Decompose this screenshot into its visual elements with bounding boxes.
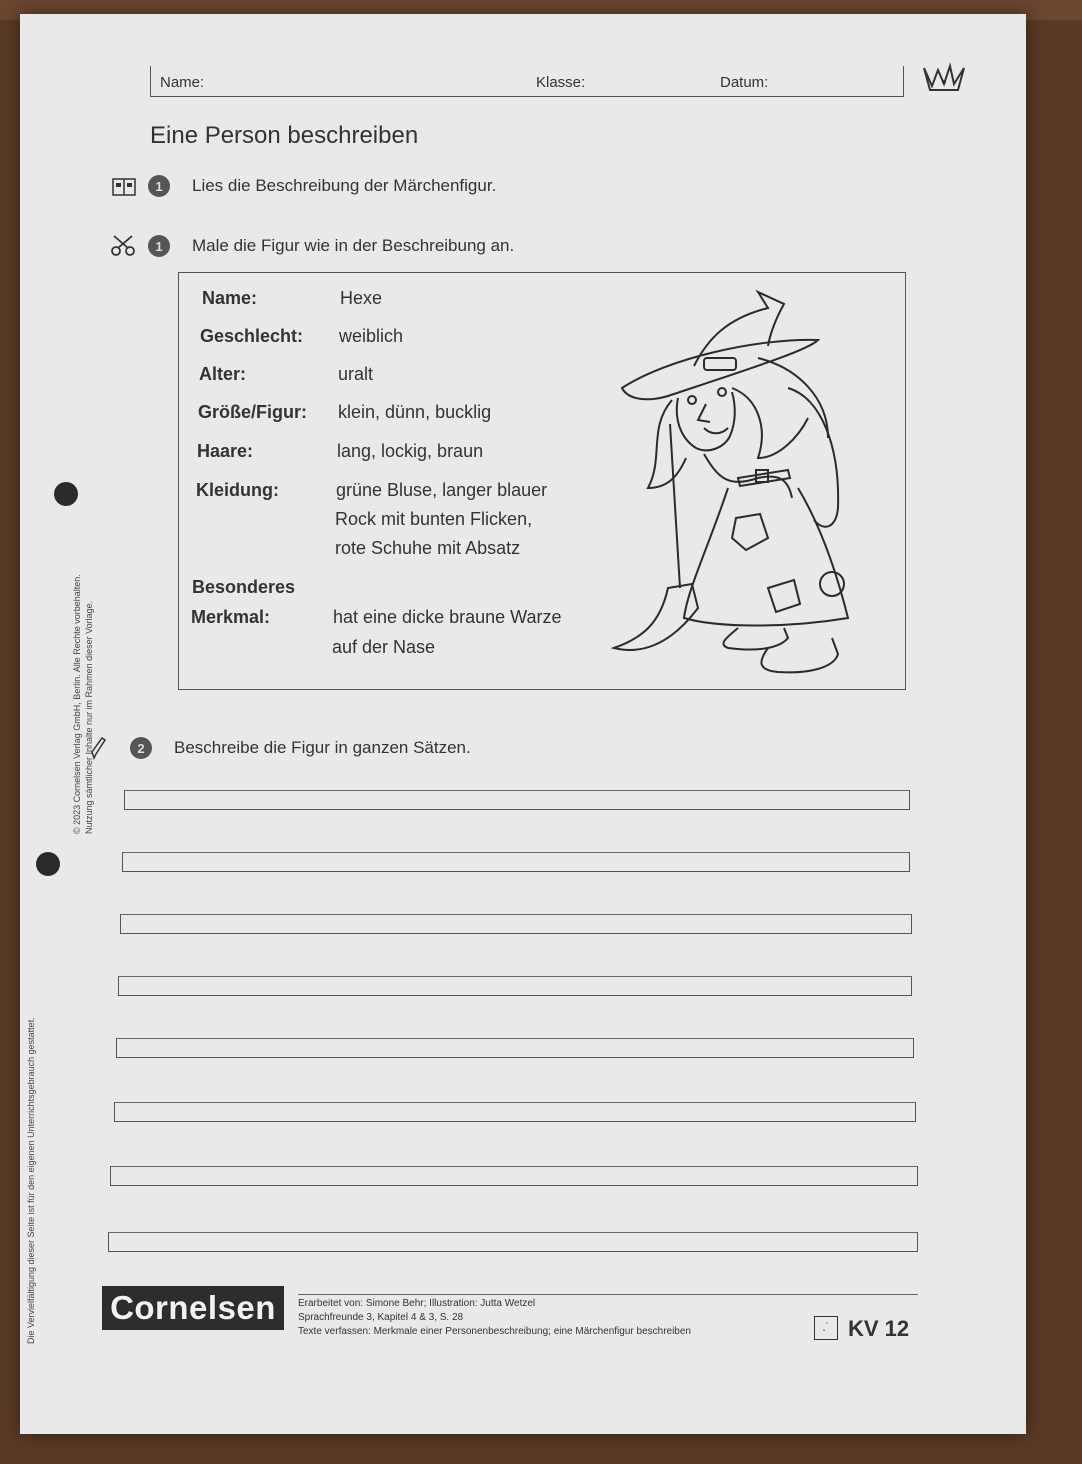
header-box bbox=[150, 66, 904, 97]
special-key-2: Merkmal: bbox=[191, 607, 271, 627]
size-value: klein, dünn, bucklig bbox=[338, 402, 492, 422]
special-value-2: auf der Nase bbox=[332, 637, 436, 657]
clothes-value-1: grüne Bluse, langer blauer bbox=[336, 480, 548, 500]
writing-line-1[interactable] bbox=[124, 790, 910, 810]
age-key: Alter: bbox=[199, 364, 247, 384]
size-key: Größe/Figur: bbox=[198, 402, 307, 422]
writing-line-3[interactable] bbox=[120, 914, 912, 934]
kv-number: KV 12 bbox=[848, 1316, 910, 1341]
clothes-value-3: rote Schuhe mit Absatz bbox=[335, 538, 521, 558]
writing-line-7[interactable] bbox=[110, 1166, 918, 1186]
side-copyright-2: © 2023 Cornelsen Verlag GmbH, Berlin. Alle Rechte vorbehalten. bbox=[72, 574, 82, 834]
cornelsen-logo: Cornelsen bbox=[102, 1286, 284, 1330]
witch-illustration bbox=[608, 288, 870, 678]
punch-hole-top bbox=[54, 482, 78, 506]
gender-value: weiblich bbox=[339, 326, 404, 346]
special-value-1: hat eine dicke braune Warze bbox=[333, 607, 562, 627]
writing-line-2[interactable] bbox=[122, 852, 910, 872]
writing-line-4[interactable] bbox=[118, 976, 912, 996]
side-copyright-3: Nutzung sämtlicher Inhalte nur im Rahmen dieser Vorlage. bbox=[84, 600, 94, 834]
task-number-1b: 1 bbox=[148, 235, 170, 257]
name-key: Name: bbox=[202, 288, 258, 308]
page-title: Eine Person beschreiben bbox=[150, 122, 419, 149]
footer-credit-2: Sprachfreunde 3, Kapitel 4 & 3, S. 28 bbox=[298, 1312, 464, 1323]
task-1-text: Lies die Beschreibung der Märchenfigur. bbox=[192, 176, 497, 195]
age-value: uralt bbox=[338, 364, 374, 384]
clothes-value-2: Rock mit bunten Flicken, bbox=[335, 509, 533, 529]
footer-credit-3: Texte verfassen: Merkmale einer Personenbeschreibung; eine Märchenfigur beschreiben bbox=[298, 1326, 691, 1337]
book-icon bbox=[112, 178, 136, 196]
name-label: Name: bbox=[160, 74, 205, 91]
footer-divider bbox=[298, 1294, 918, 1295]
name-value: Hexe bbox=[340, 288, 383, 308]
task-number-2: 2 bbox=[130, 737, 152, 759]
task-1b-text: Male die Figur wie in der Beschreibung an. bbox=[192, 236, 515, 255]
scissors-icon bbox=[110, 234, 136, 256]
side-copyright-1: Die Vervielfältigung dieser Seite ist für den eigenen Unterrichtsgebrauch gestattet. bbox=[26, 1017, 36, 1344]
hair-value: lang, lockig, braun bbox=[337, 441, 484, 461]
gender-key: Geschlecht: bbox=[200, 326, 304, 346]
hair-key: Haare: bbox=[197, 441, 254, 461]
worksheet-page bbox=[20, 14, 1026, 1434]
crown-icon bbox=[920, 60, 968, 96]
punch-hole-bottom bbox=[36, 852, 60, 876]
special-key-1: Besonderes bbox=[192, 577, 296, 597]
writing-line-5[interactable] bbox=[116, 1038, 914, 1058]
task-number-1: 1 bbox=[148, 175, 170, 197]
footer-credit-1: Erarbeitet von: Simone Behr; Illustration: Jutta Wetzel bbox=[298, 1298, 536, 1309]
class-label: Klasse: bbox=[536, 74, 586, 91]
task-2-text: Beschreibe die Figur in ganzen Sätzen. bbox=[174, 738, 471, 757]
clothes-key: Kleidung: bbox=[196, 480, 279, 500]
date-label: Datum: bbox=[720, 74, 769, 91]
kv-icon: .˙ bbox=[814, 1316, 838, 1340]
writing-line-8[interactable] bbox=[108, 1232, 918, 1252]
writing-line-6[interactable] bbox=[114, 1102, 916, 1122]
